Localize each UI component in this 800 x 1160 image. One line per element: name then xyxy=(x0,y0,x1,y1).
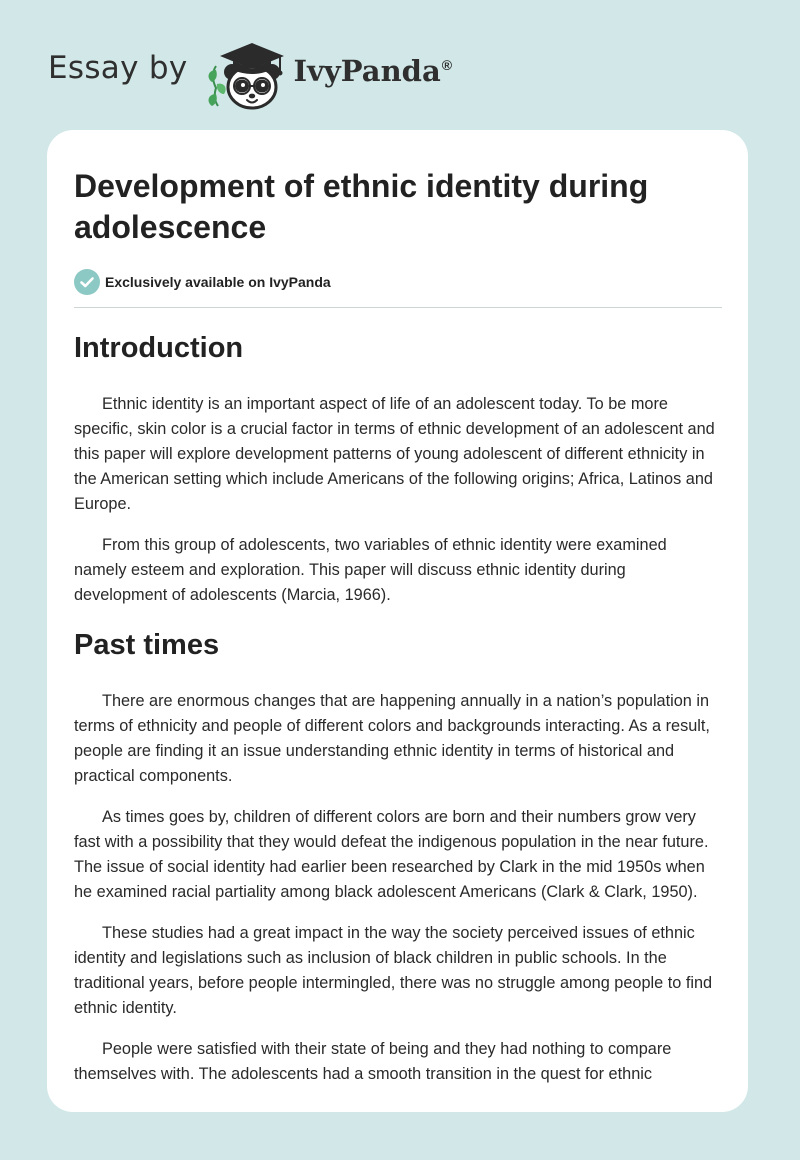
check-circle-icon xyxy=(74,269,100,295)
section-heading-past-times: Past times xyxy=(74,629,220,661)
paragraph: People were satisfied with their state of being and they had nothing to compare themselves with. The adolescents had a smooth transition in the quest for ethnic xyxy=(74,1040,672,1083)
paragraph: These studies had a great impact in the way the society perceived issues of ethnic identity and legislations such as inclusion of black children in public schools. In the traditional years, before people intermingled, there was no struggle among people to find ethnic identity. xyxy=(74,924,713,1017)
essay-card xyxy=(47,130,748,1112)
exclusive-label: Exclusively available on IvyPanda xyxy=(105,274,331,290)
paragraph: From this group of adolescents, two variables of ethnic identity were examined namely esteem and exploration. This paper will discuss ethnic identity during development of adolescents (Marcia, 1966). xyxy=(74,536,667,604)
brand-name[interactable] xyxy=(294,54,453,88)
paragraph: Ethnic identity is an important aspect of life of an adolescent today. To be more specific, skin color is a crucial factor in terms of ethnic development of an adolescent and this paper will explore development patterns of young adolescent of different ethnicity in the American setting which include Americans of the following origins; Africa, Latinos and Europe. xyxy=(74,395,715,513)
brand-name-text: IvyPanda xyxy=(293,54,441,88)
section-heading-introduction: Introduction xyxy=(74,332,244,364)
registered-mark: ® xyxy=(441,57,453,74)
site-header xyxy=(48,32,452,112)
panda-graduate-icon[interactable] xyxy=(202,32,290,112)
exclusive-badge xyxy=(74,268,722,296)
paragraph: There are enormous changes that are happening annually in a nation’s population in terms of ethnicity and people of different colors and backgrounds interacting. As a result, people are finding it an issue understanding ethnic identity in terms of historical and practical components. xyxy=(74,692,710,785)
essay-by-label: Essay by xyxy=(48,50,188,86)
title-divider xyxy=(74,307,722,308)
ivy-leaf-icon xyxy=(208,66,225,106)
essay-title: Development of ethnic identity during adolescence xyxy=(74,168,649,245)
paragraph: As times goes by, children of different colors are born and their numbers grow very fast with a possibility that they would defeat the indigenous population in the near future. The issue of social identity had earlier been researched by Clark in the mid 1950s when he examined racial partiality among black adolescent Americans (Clark & Clark, 1950). xyxy=(74,808,709,901)
